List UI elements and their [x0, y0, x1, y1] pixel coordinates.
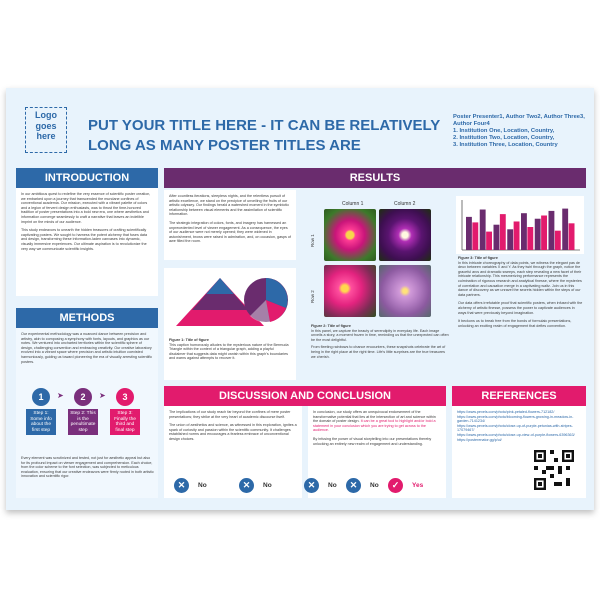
conclusion-highlight: It can be a great tool to highlight and/or bold a statement in your conclusion which you are trying to get across to the audience.	[313, 419, 436, 433]
authors-block	[453, 114, 593, 149]
logo-placeholder	[25, 107, 67, 153]
check-icon: ✓	[388, 478, 403, 493]
methods-paragraph-2: Every element was scrutinized and tested, not just for aesthetic appeal but also for its profound impact on viewer engagement and comprehension. Each choice, from the color scheme to the font selection, was subjected to meticulous evaluation, ensuring that our creative endeavors were firmly rooted in both artistic innovation and scientific rigor.	[21, 456, 154, 479]
figure-2-text-2: From fleeting rainbows to chance encounters, these snapshots celebrate the art of being in the right place at the right time. Life's little surprises are the true treasures we cherish.	[311, 345, 446, 359]
triangle-middle-segment	[192, 294, 248, 310]
figure-3-chart-panel	[456, 196, 584, 254]
results-text-2: The strategic integration of colors, fonts, and imagery has harnessed an unprecedented level of viewer engagement. As a consequence, the eyes of our audience were not merely opened; they were widened in astonishment, brows were raised in admiration, and, on occasion, gasps of awe filled the room.	[169, 220, 291, 244]
conclusion-text-1-main: In conclusion, our study offers an unequivocal endorsement of the transformative potential that lies at the intersection of art and science within the domain of poster design.	[313, 410, 436, 424]
qr-code-icon	[534, 450, 574, 490]
step-3-number: 3	[116, 388, 134, 406]
bar-chart	[456, 196, 584, 254]
bar-series-2-5	[527, 227, 533, 250]
cross-icon: ✕	[239, 478, 254, 493]
logo-text: Logo goes here	[35, 110, 57, 141]
affiliation-3: 3. Institution Three, Location, Country	[453, 142, 558, 148]
figure-3-caption: Figure 3: Title of figure	[458, 256, 498, 260]
bar-series-1-3	[494, 225, 500, 250]
photo-pink-flowers	[324, 209, 376, 261]
cross-icon: ✕	[174, 478, 189, 493]
reference-2[interactable]: https://www.pexels.com/photo/blooming-flowers-growing-in-meadow-in-garden-7141234/	[457, 414, 574, 424]
pie-chart	[244, 278, 288, 322]
figure-3-caption-block	[458, 256, 584, 328]
answer-2: No	[263, 482, 272, 489]
photo-pink-blooms	[324, 265, 376, 317]
bar-series-1-5	[521, 213, 527, 250]
results-heading: RESULTS	[164, 168, 586, 188]
bar-series-2-3	[500, 214, 506, 250]
introduction-panel	[16, 188, 158, 296]
conclusion-text-1	[313, 410, 441, 433]
photo-purple-petunias	[379, 209, 431, 261]
results-text-4: It beckons us to break free from the bonds of formulaic presentations, unlocking an exciting realm of engagement that defies convention.	[458, 319, 572, 328]
bar-series-2-4	[514, 221, 520, 250]
answer-1: No	[198, 482, 207, 489]
row-1-label: Row 1	[310, 234, 315, 247]
results-text-1: After countless iterations, sleepless nights, and the relentless pursuit of artistic excellence, we stand on the precipice of unveiling the fruits of our artistic odyssey. Our findings herald a watershed moment in the symbiotic relationship between visual elements and the assimilation of scientific information.	[169, 194, 290, 217]
figure-2-text-1: In this panel, we capture the beauty of serendipity in everyday life. Each image unveils a story, a moment frozen in time, reminding us that the unexpected can often be the most delightful.	[311, 328, 449, 342]
figure-1-panel	[164, 268, 296, 380]
bar-series-1-2	[480, 210, 486, 250]
step-2	[68, 388, 98, 435]
bar-series-2-6	[541, 216, 547, 251]
bar-series-1-1	[466, 217, 472, 250]
step-2-text: Step 2: This is the penultimate step	[68, 409, 98, 435]
figure-2-caption-block	[311, 324, 449, 359]
arrow-right-icon: ➤	[99, 391, 106, 400]
poster-title: PUT YOUR TITLE HERE - IT CAN BE RELATIVELY LONG AS MANY POSTER TITLES ARE	[88, 117, 440, 154]
answer-5: Yes	[412, 482, 424, 489]
step-1	[26, 388, 56, 435]
affiliation-2: 2. Institution Two, Location, Country,	[453, 135, 555, 141]
methods-paragraph-1: Our experimental methodology was a nuanced dance between precision and artistry, akin to composing a symphony with fonts, layouts, and graphics as our notes. We ventured into uncharted territories within the scientific sphere of design, challenging convention and embracing creativity. Our creative laboratory evolved into a vibrant space where precision and artistic intuition coexisted harmoniously, guiding us toward pioneering the era of visually arresting scientific posters.	[21, 332, 153, 364]
reference-1[interactable]: https://www.pexels.com/photo/pink-petaled-flowers-712182/	[457, 410, 555, 414]
introduction-paragraph-1: In our ambitious quest to redefine the very essence of scientific poster creation, we embarked upon a journey that transcended the mundane confines of conventional academia. Our mission, executed with a vibrant palette of colors and a legion of fervent design enthusiasts, was to thrust the time-honored tradition of poster presentations into a bold new era, one where aesthetics and information converge seamlessly to craft a narrative that leaves an indelible imprint on the minds of our audience.	[21, 192, 151, 224]
arrow-right-icon: ➤	[57, 391, 64, 400]
cross-icon: ✕	[346, 478, 361, 493]
step-2-number: 2	[74, 388, 92, 406]
poster	[6, 88, 594, 510]
bar-series-2-7	[555, 231, 561, 250]
photo-purple-asters	[379, 265, 431, 317]
methods-heading: METHODS	[16, 308, 158, 328]
bar-series-1-6	[535, 219, 541, 250]
bar-series-1-8	[562, 209, 568, 250]
cross-icon: ✕	[304, 478, 319, 493]
figure-1-graphics	[170, 272, 290, 334]
references-heading: REFERENCES	[452, 386, 586, 406]
answer-4: No	[370, 482, 379, 489]
figure-1-caption: Figure 1: Title of figure	[169, 338, 209, 342]
conclusion-text-2: By infusing the power of visual storytelling into our presentations thereby unlocking an entirely new realm of engagement and understanding.	[313, 436, 432, 446]
discussion-text-2: The union of aesthetics and science, as witnessed in this exploration, ignites a spark of curiosity and passion within the scientific community. It challenges established norms and encourages a fearless embrace of unconventional design choices.	[169, 423, 297, 441]
column-2-label: Column 2	[394, 201, 416, 207]
answer-3: No	[328, 482, 337, 489]
step-1-text: Step 1: Some info about the first step	[26, 409, 56, 435]
column-1-label: Column 1	[342, 201, 364, 207]
figure-3-text: In this intricate choreography of data points, we witness the elegant pas de deux between variables X and Y. As they twirl through the graph, notice the graceful arcs and dramatic sweeps, each step revealing a new facet of their intricate relationship. This mesmerizing performance represents the culmination of rigorous research and analytical finesse, where the mysteries of correlation and causation merge in a captivating waltz. Join us in this dance of discovery as we unravel the secrets hidden within the steps of our data partners.	[458, 260, 582, 297]
reference-4[interactable]: https://www.pexels.com/photo/close-up-view-of-purple-flowers-6396363/	[457, 432, 575, 437]
figure-2-caption: Figure 2: Title of figure	[311, 324, 351, 328]
bar-series-2-1	[472, 222, 478, 250]
results-text-3: Our data offers irrefutable proof that scientific posters, when infused with the alchemy of artistic finesse, possess the power to captivate audiences in ways that were previously beyond imagination.	[458, 301, 583, 315]
bar-series-2-8	[569, 223, 575, 250]
step-3-text: Step 3: Finally the third and final step	[110, 409, 140, 435]
bar-series-2-2	[486, 232, 492, 250]
bar-series-1-7	[549, 211, 555, 250]
triangle-top-segment	[206, 278, 234, 294]
discussion-text-1: The implications of our study reach far beyond the confines of mere poster presentations; they strike at the very heart of academic discourse itself.	[169, 410, 291, 419]
affiliation-1: 1. Institution One, Location, Country,	[453, 128, 555, 134]
step-1-number: 1	[32, 388, 50, 406]
introduction-paragraph-2: This study endeavors to unearth the hidden treasures of crafting scientifically captivating posters. We sought to harness the potent alchemy that fuses data and design, transforming these information-laden canvases into dynamic, visually immersive experiences. Our ultimate aspiration is to revolutionize the very way we communicate scientific insights.	[21, 228, 147, 251]
row-2-label: Row 2	[310, 290, 315, 303]
figure-1-text: This caption humorously alludes to the mysterious nature of the Bermuda Triangle within the context of a triangular graph, adding a playful disclaimer that suggests data might vanish within this graph's boundaries and warns against attempts to recover it.	[169, 342, 289, 361]
reference-3[interactable]: https://www.pexels.com/photo/close-up-of-purple-petunias-with-stripes-17079467/	[457, 423, 573, 433]
authors-line: Poster Presenter1, Author Two2, Author Three3, Author Four4	[453, 114, 585, 127]
step-3	[110, 388, 140, 435]
bar-series-1-4	[507, 229, 513, 250]
results-text-panel	[164, 190, 296, 260]
introduction-heading: INTRODUCTION	[16, 168, 158, 188]
reference-5[interactable]: https://posterenator.gg/p/ui/	[457, 437, 502, 442]
discussion-heading: DISCUSSION AND CONCLUSION	[164, 386, 446, 406]
